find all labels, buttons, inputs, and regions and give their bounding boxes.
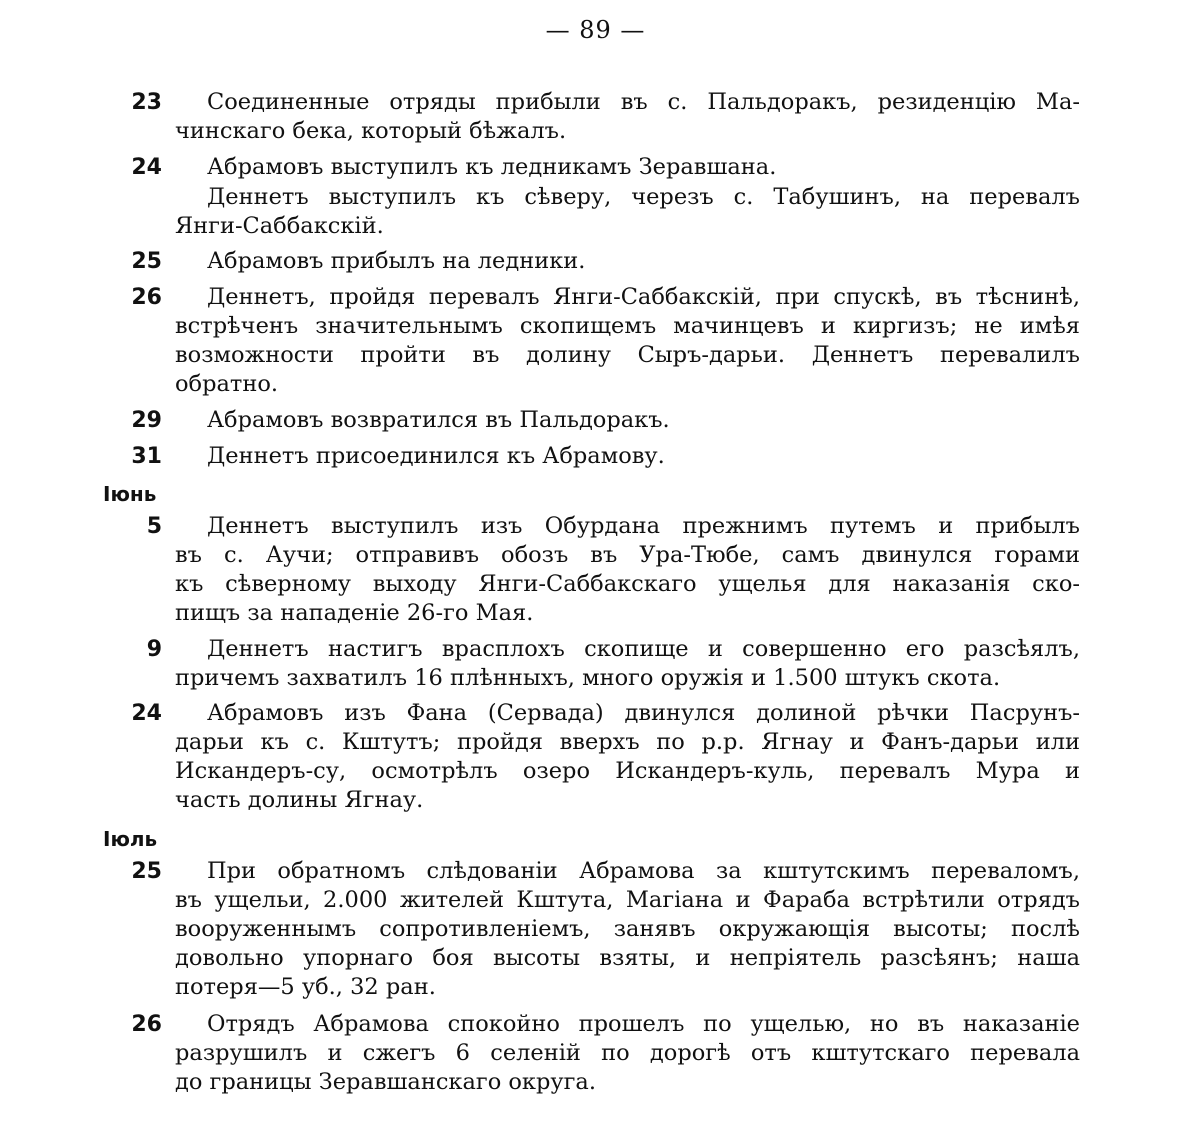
entry-day: 24	[131, 701, 162, 726]
entry-day: 31	[131, 444, 162, 469]
entry-day: 24	[131, 155, 162, 180]
entry-text	[175, 442, 1080, 471]
month-heading: Іюль	[103, 827, 158, 851]
text-line: При обратномъ слѣдованіи Абрамова за кштутскимъ переваломъ,	[207, 858, 1080, 884]
text-line: довольно упорнаго боя высоты взяты, и непріятель разсѣянъ; наша	[175, 945, 1080, 971]
entry-text	[175, 153, 1080, 182]
text-line: Деннетъ выступилъ изъ Обурдана прежнимъ путемъ и прибылъ	[207, 513, 1080, 539]
text-line: Абрамовъ выступилъ къ ледникамъ Зеравшана.	[207, 154, 777, 180]
text-line: разрушилъ и сжегъ 6 селеній по дорогѣ отъ кштутскаго перевала	[175, 1040, 1080, 1066]
entry-day: 5	[146, 514, 162, 539]
text-line: возможности пройти въ долину Сыръ-дарьи. Деннетъ перевалилъ	[175, 342, 1080, 368]
text-line: Абрамовъ изъ Фана (Сервада) двинулся долиной рѣчки Пасрунъ-	[207, 700, 1080, 726]
entry-day: 23	[131, 90, 162, 115]
text-line: Деннетъ выступилъ къ сѣверу, черезъ с. Табушинъ, на перевалъ	[207, 184, 1080, 210]
entry-day: 25	[131, 249, 162, 274]
entry-text	[175, 857, 1080, 1002]
entry-text	[175, 247, 1080, 276]
text-line: вооруженнымъ сопротивленіемъ, занявъ окружающія высоты; послѣ	[175, 916, 1080, 942]
entry-text	[175, 512, 1080, 628]
text-line: въ ущельи, 2.000 жителей Кштута, Магіана и Фараба встрѣтили отрядъ	[175, 887, 1080, 913]
text-line: встрѣченъ значительнымъ скопищемъ мачинцевъ и киргизъ; не имѣя	[175, 313, 1080, 339]
text-line: Деннетъ, пройдя перевалъ Янги-Саббакскій, при спускѣ, въ тѣснинѣ,	[207, 284, 1080, 310]
text-line: Абрамовъ прибылъ на ледники.	[207, 248, 586, 274]
text-line: чинскаго бека, который бѣжалъ.	[175, 118, 567, 144]
entry-text	[175, 635, 1080, 693]
text-line: обратно.	[175, 371, 279, 397]
entry-day: 26	[131, 285, 162, 310]
entry-text	[175, 283, 1080, 399]
text-line: часть долины Ягнау.	[175, 787, 424, 813]
text-line: Янги-Саббакскій.	[175, 213, 384, 239]
entry-day: 26	[131, 1012, 162, 1037]
page-number: — 89 —	[545, 16, 646, 44]
entry-text	[175, 699, 1080, 815]
text-line: Деннетъ настигъ врасплохъ скопище и совершенно его разсѣялъ,	[207, 636, 1080, 662]
entry-text	[175, 1010, 1080, 1097]
text-line: Деннетъ присоединился къ Абрамову.	[207, 443, 665, 469]
text-line: къ сѣверному выходу Янги-Саббакскаго ущелья для наказанія ско-	[175, 571, 1080, 597]
text-line: причемъ захватилъ 16 плѣнныхъ, много оружія и 1.500 штукъ скота.	[175, 665, 1001, 691]
text-line: Искандеръ-су, осмотрѣлъ озеро Искандеръ-куль, перевалъ Мура и	[175, 758, 1080, 784]
text-line: потеря—5 уб., 32 ран.	[175, 974, 436, 1000]
text-line: въ с. Аучи; отправивъ обозъ въ Ура-Тюбе, самъ двинулся горами	[175, 542, 1080, 568]
entry-text	[175, 183, 1080, 241]
text-line: Абрамовъ возвратился въ Пальдоракъ.	[207, 407, 670, 433]
text-line: дарьи къ с. Кштутъ; пройдя вверхъ по р.р. Ягнау и Фанъ-дарьи или	[175, 729, 1080, 755]
month-heading: Іюнь	[103, 482, 157, 506]
text-line: Отрядъ Абрамова спокойно прошелъ по ущелью, но въ наказаніе	[207, 1011, 1080, 1037]
entry-day: 25	[131, 859, 162, 884]
text-line: до границы Зеравшанскаго округа.	[175, 1069, 596, 1095]
entry-day: 29	[131, 408, 162, 433]
text-line: Соединенные отряды прибыли въ с. Пальдоракъ, резиденцію Ма-	[207, 89, 1080, 115]
text-line: пищъ за нападеніе 26-го Мая.	[175, 600, 534, 626]
entry-text	[175, 88, 1080, 146]
entry-text	[175, 406, 1080, 435]
entry-day: 9	[146, 637, 162, 662]
